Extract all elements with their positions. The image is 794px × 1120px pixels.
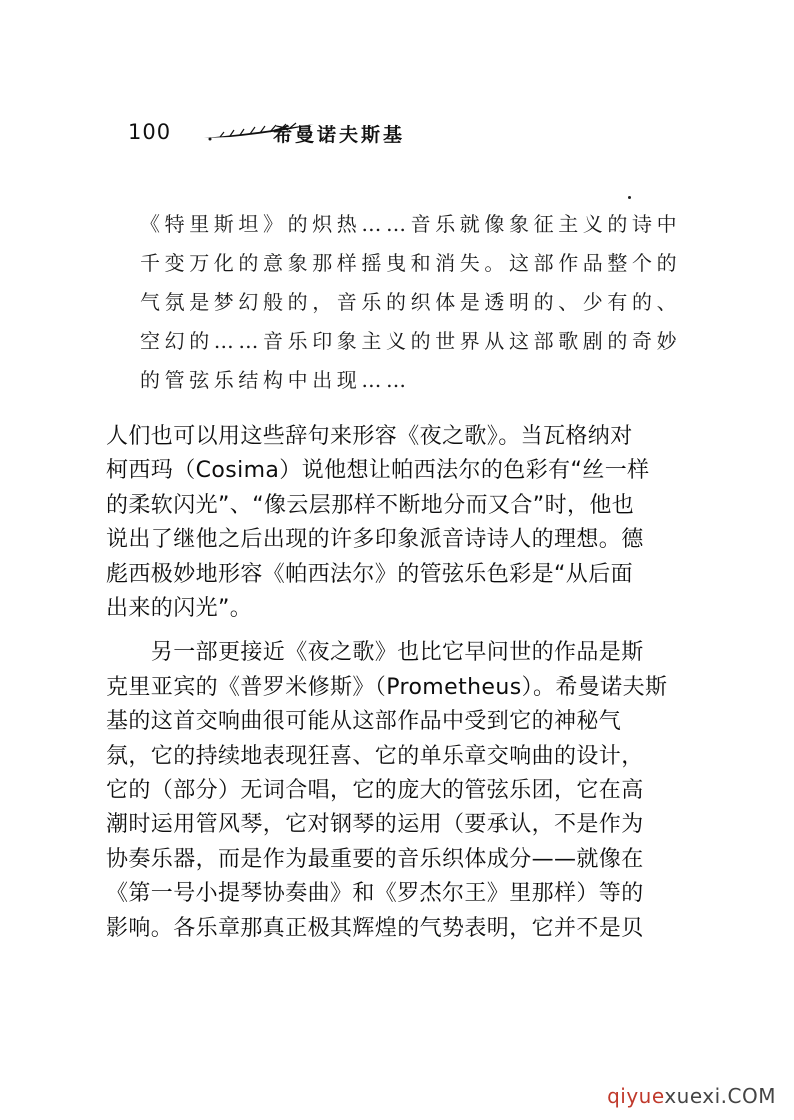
text-line: 克里亚宾的《普罗米修斯》（Prometheus）。希曼诺夫斯 [106,674,668,700]
paragraph-2 [106,636,676,946]
quote-line: 空幻的……音乐印象主义的世界从这部歌剧的奇妙 [140,329,682,353]
text-line: 氛，它的持续地表现狂喜、它的单乐章交响曲的设计， [106,743,644,769]
quote-line: 千变万化的意象那样摇曳和消失。这部作品整个的 [140,251,682,275]
text-line: 说出了继他之后出现的许多印象派音诗诗人的理想。德 [106,527,644,553]
watermark-part-1: qiyue [607,1084,665,1108]
watermark-part-2: xuexi [664,1084,721,1108]
text-line: 的柔软闪光”、“像云层那样不断地分而又合”时，他也 [106,492,635,518]
text-line: 《第一号小提琴协奏曲》和《罗杰尔王》里那样）等的 [106,881,644,907]
paragraph-gap [106,626,676,636]
text-line: 影响。各乐章那真正极其辉煌的气势表明，它并不是贝 [106,915,644,941]
text-line: 基的这首交响曲很可能从这部作品中受到它的神秘气 [106,709,622,735]
text-line: 彪西极妙地形容《帕西法尔》的管弦乐色彩是“从后面 [106,561,633,587]
text-line: 另一部更接近《夜之歌》也比它早问世的作品是斯 [106,640,644,666]
running-title: 希曼诺夫斯基 [273,124,406,146]
body-text [106,420,676,946]
site-watermark [607,1084,776,1108]
watermark-part-3: .COM [720,1084,776,1108]
quote-line: 的管弦乐结构中出现…… [140,368,411,392]
page-header [128,120,548,150]
text-line: 人们也可以用这些辞句来形容《夜之歌》。当瓦格纳对 [106,424,633,449]
text-line: 协奏乐器，而是作为最重要的音乐织体成分——就像在 [106,846,644,872]
margin-dot [628,196,631,199]
quote-line: 《特里斯坦》的炽热……音乐就像象征主义的诗中 [140,212,682,236]
block-quote [140,205,680,400]
text-line: 潮时运用管风琴，它对钢琴的运用（要承认，不是作为 [106,812,644,838]
paragraph-1 [106,420,676,626]
text-line: 出来的闪光”。 [106,596,253,622]
page-number: 100 [128,120,172,144]
quote-line: 气氛是梦幻般的，音乐的织体是透明的、少有的、 [140,290,682,314]
text-line: 它的（部分）无词合唱，它的庞大的管弦乐团，它在高 [106,778,644,804]
text-line: 柯西玛（Cosima）说他想让帕西法尔的色彩有“丝一样 [106,458,650,484]
